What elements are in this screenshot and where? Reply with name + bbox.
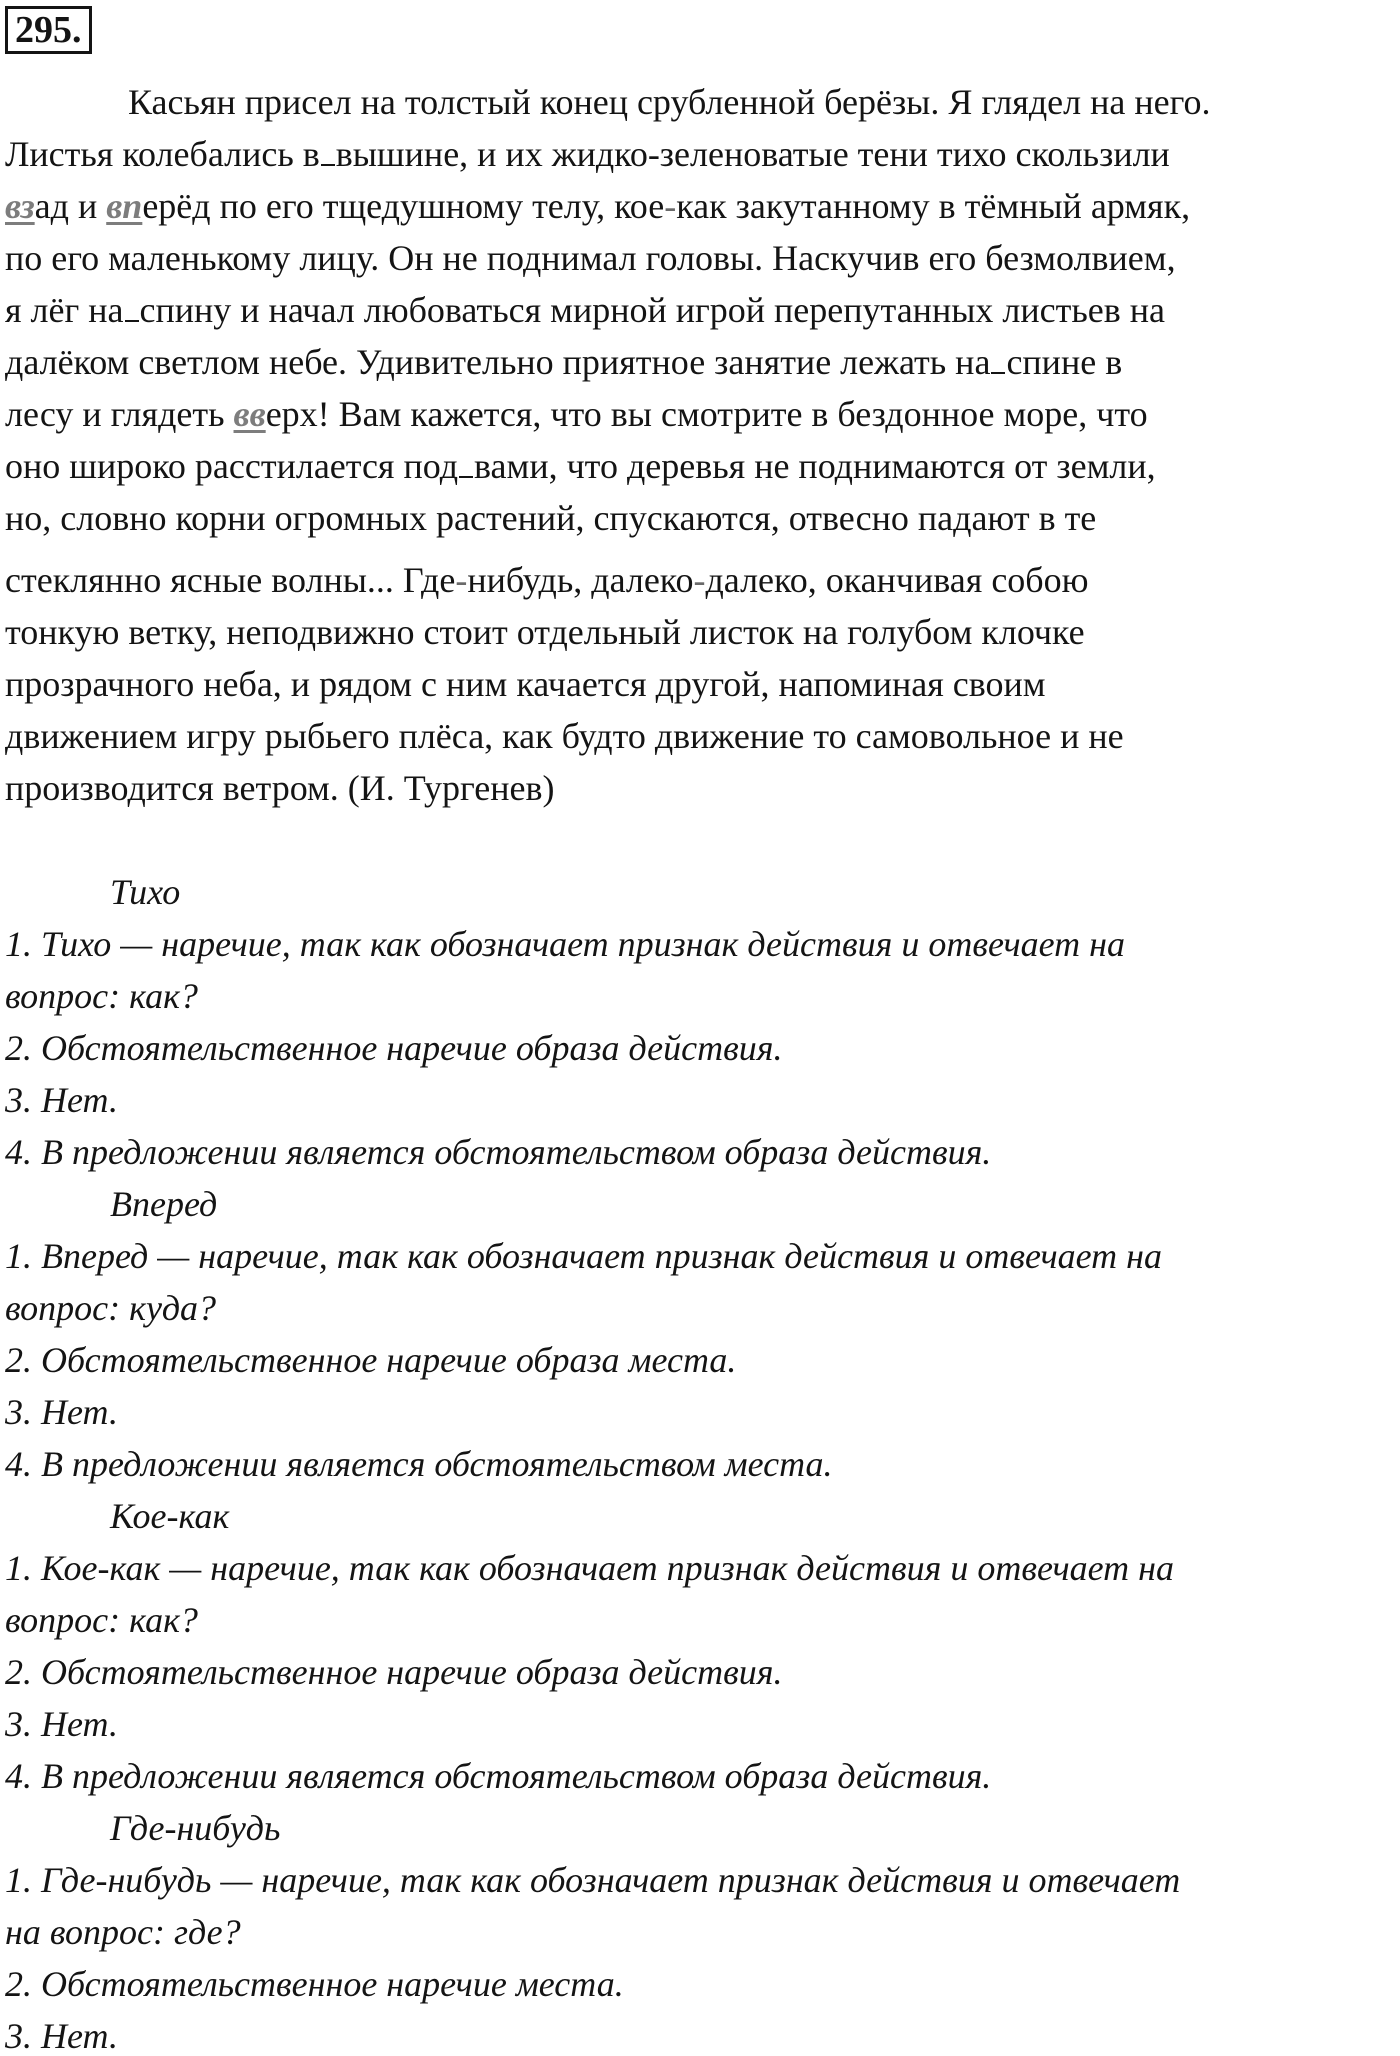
answer-line: 3. Нет. — [5, 1080, 118, 1120]
answer-line: 2. Обстоятельственное наречие образа места. — [5, 1340, 737, 1380]
answer-heading: Где-нибудь — [110, 1808, 281, 1848]
text-line: взад и вперёд по его тщедушному телу, кое-как закутанному в тёмный армяк, — [5, 186, 1191, 226]
answer-line: 4. В предложении является обстоятельством места. — [5, 1444, 833, 1484]
answer-heading: Тихо — [110, 872, 181, 912]
answer-line: 1. Вперед — наречие, так как обозначает признак действия и отвечает на — [5, 1236, 1163, 1276]
text-line: оно широко расстилается под вами, что деревья не поднимаются от земли, — [5, 446, 1156, 486]
answer-line: 3. Нет. — [5, 1392, 118, 1432]
hyphen-mark: - — [693, 560, 706, 600]
blank-gap — [991, 352, 1005, 374]
answer-line: 2. Обстоятельственное наречие образа действия. — [5, 1028, 783, 1068]
highlighted-prefix: вв — [233, 394, 266, 434]
answer-heading: Вперед — [110, 1184, 218, 1224]
text-line: тонкую ветку, неподвижно стоит отдельный листок на голубом клочке — [5, 612, 1085, 652]
answer-line: 1. Где-нибудь — наречие, так как обозначает признак действия и отвечает — [5, 1860, 1181, 1900]
answer-heading: Кое-как — [110, 1496, 230, 1536]
answer-line: вопрос: куда? — [5, 1288, 217, 1328]
answer-line: 2. Обстоятельственное наречие образа действия. — [5, 1652, 783, 1692]
text-line: но, словно корни огромных растений, спускаются, отвесно падают в те — [5, 498, 1097, 538]
text-line: стеклянно ясные волны... Где-нибудь, далеко-далеко, оканчивая собою — [5, 560, 1089, 600]
text-line: Касьян присел на толстый конец срубленной берёзы. Я глядел на него. — [128, 82, 1211, 122]
highlighted-prefix: вп — [106, 186, 143, 226]
answer-line: вопрос: как? — [5, 976, 198, 1016]
answer-line: 4. В предложении является обстоятельством образа действия. — [5, 1132, 992, 1172]
exercise-number: 295. — [5, 6, 92, 54]
answer-line: 4. В предложении является обстоятельством образа действия. — [5, 1756, 992, 1796]
highlighted-prefix: вз — [5, 186, 35, 226]
answer-line: вопрос: как? — [5, 1600, 198, 1640]
blank-gap — [459, 456, 473, 478]
answer-line: 3. Нет. — [5, 1704, 118, 1744]
hyphen-mark: - — [455, 560, 468, 600]
answer-line: 3. Нет. — [5, 2016, 118, 2056]
text-line: лесу и глядеть вверх! Вам кажется, что вы смотрите в бездонное море, что — [5, 394, 1148, 434]
text-line: Листья колебались в вышине, и их жидко-зеленоватые тени тихо скользили — [5, 134, 1170, 174]
text-line: далёком светлом небе. Удивительно приятное занятие лежать на спине в — [5, 342, 1123, 382]
blank-gap — [125, 300, 139, 322]
text-line: движением игру рыбьего плёса, как будто движение то самовольное и не — [5, 716, 1124, 756]
answer-line: 1. Тихо — наречие, так как обозначает признак действия и отвечает на — [5, 924, 1125, 964]
hyphen-mark: - — [664, 186, 677, 226]
text-line: производится ветром. (И. Тургенев) — [5, 768, 555, 808]
text-line: я лёг на спину и начал любоваться мирной игрой перепутанных листьев на — [5, 290, 1165, 330]
answer-line: 2. Обстоятельственное наречие места. — [5, 1964, 624, 2004]
blank-gap — [321, 144, 335, 166]
text-line: по его маленькому лицу. Он не поднимал головы. Наскучив его безмолвием, — [5, 238, 1176, 278]
answer-line: на вопрос: где? — [5, 1912, 241, 1952]
text-line: прозрачного неба, и рядом с ним качается другой, напоминая своим — [5, 664, 1046, 704]
answer-line: 1. Кое-как — наречие, так как обозначает признак действия и отвечает на — [5, 1548, 1175, 1588]
